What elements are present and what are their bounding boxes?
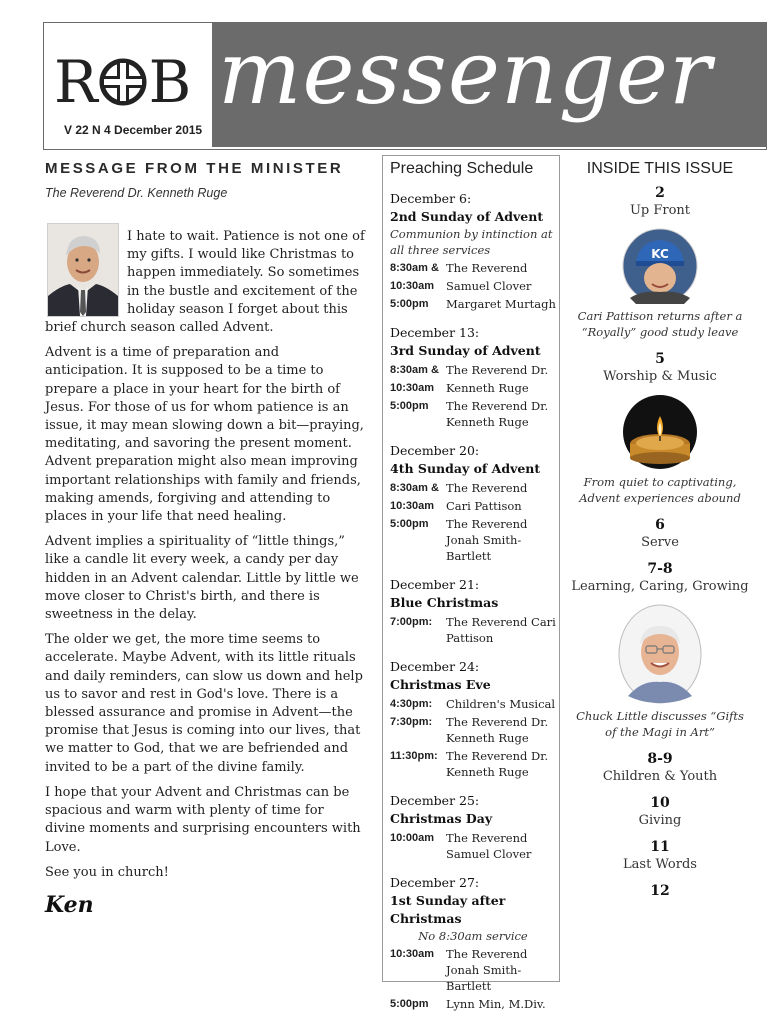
toc-page[interactable]: 6 bbox=[655, 517, 665, 533]
toc-page[interactable]: 2 bbox=[655, 185, 665, 201]
svg-text:KC: KC bbox=[651, 247, 669, 261]
schedule-date: December 21: bbox=[390, 577, 480, 592]
schedule-row bbox=[390, 398, 556, 430]
schedule-day bbox=[390, 576, 556, 646]
preacher-name: Margaret Murtagh bbox=[446, 297, 556, 311]
schedule-day bbox=[390, 792, 556, 862]
logo-letter-b: B bbox=[148, 48, 191, 116]
service-time: 7:00pm: bbox=[390, 616, 433, 628]
schedule-date: December 27: bbox=[390, 875, 480, 890]
preacher-name: The Reverend Cari Pattison bbox=[446, 615, 556, 645]
message-paragraph: Advent implies a spirituality of “little things,” like a candle lit every week, a candy per day hidden in an Advent calendar. Little by little we move closer to Christ's birth, and there is sweetness in the delay. bbox=[45, 534, 359, 623]
schedule-row bbox=[390, 296, 556, 312]
inside-title: INSIDE THIS ISSUE bbox=[586, 160, 734, 177]
chuck-little-photo bbox=[618, 604, 702, 704]
cari-pattison-photo bbox=[622, 228, 698, 304]
schedule-occasion: Blue Christmas bbox=[390, 595, 499, 610]
schedule-day bbox=[390, 442, 556, 564]
preacher-name: The Reverend bbox=[446, 481, 528, 495]
schedule-row bbox=[390, 996, 556, 1012]
preacher-name: The Reverend Jonah Smith-Bartlett bbox=[446, 517, 528, 563]
photo-caption: From quiet to captivating, Advent experiences abound bbox=[579, 475, 741, 505]
toc-page[interactable]: 7-8 bbox=[647, 561, 673, 577]
masthead bbox=[43, 22, 767, 150]
schedule-occasion: 2nd Sunday of Advent bbox=[390, 209, 544, 224]
preacher-name: The Reverend Dr. Kenneth Ruge bbox=[446, 715, 549, 745]
toc-topic[interactable]: Giving bbox=[638, 813, 682, 828]
advent-candle-photo bbox=[622, 394, 698, 470]
photo-caption: Cari Pattison returns after a “Royally” good study leave bbox=[577, 309, 743, 339]
schedule-row bbox=[390, 480, 556, 496]
preacher-name: The Reverend Dr. Kenneth Ruge bbox=[446, 749, 549, 779]
preaching-schedule bbox=[390, 190, 556, 1024]
schedule-day bbox=[390, 874, 556, 1012]
preacher-name: The Reverend Jonah Smith-Bartlett bbox=[446, 947, 528, 993]
service-time: 5:00pm bbox=[390, 298, 429, 310]
service-time: 10:30am bbox=[390, 948, 435, 960]
church-logo bbox=[44, 23, 212, 147]
preacher-name: The Reverend bbox=[446, 261, 528, 275]
byline: The Reverend Dr. Kenneth Ruge bbox=[45, 186, 228, 200]
logo-letter-r: R bbox=[54, 48, 97, 116]
newsletter-title: messenger bbox=[218, 21, 713, 124]
schedule-occasion: Christmas Day bbox=[390, 811, 493, 826]
issue-info: V 22 N 4 December 2015 bbox=[64, 123, 203, 137]
schedule-date: December 24: bbox=[390, 659, 480, 674]
section-heading: MESSAGE FROM THE MINISTER bbox=[45, 160, 344, 177]
service-time: 10:30am bbox=[390, 500, 435, 512]
preacher-name: Lynn Min, M.Div. bbox=[446, 997, 546, 1011]
service-time: 10:30am bbox=[390, 280, 435, 292]
service-time: 8:30am & bbox=[390, 364, 439, 376]
service-time: 8:30am & bbox=[390, 262, 439, 274]
toc-topic[interactable]: Last Words bbox=[623, 857, 697, 872]
service-time: 8:30am & bbox=[390, 482, 439, 494]
schedule-occasion: Christmas Eve bbox=[390, 677, 491, 692]
schedule-occasion: 1st Sunday after Christmas bbox=[390, 893, 506, 926]
schedule-day bbox=[390, 658, 556, 780]
schedule-note: No 8:30am service bbox=[418, 929, 528, 943]
schedule-row bbox=[390, 614, 556, 646]
preacher-name: The Reverend Dr. Kenneth Ruge bbox=[446, 399, 549, 429]
schedule-note: Communion by intinction at all three services bbox=[390, 227, 553, 257]
toc-topic[interactable]: Serve bbox=[641, 535, 679, 550]
schedule-row bbox=[390, 498, 556, 514]
schedule-date: December 6: bbox=[390, 191, 472, 206]
toc-topic[interactable]: Children & Youth bbox=[602, 769, 718, 784]
toc-page[interactable]: 12 bbox=[650, 883, 670, 899]
minister-portrait bbox=[47, 223, 119, 317]
preacher-name: Samuel Clover bbox=[446, 279, 532, 293]
schedule-row bbox=[390, 362, 556, 378]
schedule-title: Preaching Schedule bbox=[390, 160, 534, 177]
toc-page[interactable]: 10 bbox=[650, 795, 670, 811]
schedule-day bbox=[390, 190, 556, 312]
schedule-date: December 20: bbox=[390, 443, 480, 458]
schedule-date: December 25: bbox=[390, 793, 480, 808]
title-band bbox=[212, 23, 766, 147]
celtic-cross-icon bbox=[98, 57, 148, 107]
message-paragraph: I hate to wait. Patience is not one of my gifts. I would like Christmas to happen immediately. So sometimes in the bustle and excitement of the holiday season I forget about this brief church season called Advent. bbox=[45, 229, 365, 336]
schedule-row bbox=[390, 748, 556, 780]
preacher-name: Children's Musical bbox=[446, 697, 556, 711]
service-time: 10:30am bbox=[390, 382, 435, 394]
toc-topic[interactable]: Up Front bbox=[629, 203, 691, 218]
schedule-occasion: 4th Sunday of Advent bbox=[390, 461, 541, 476]
preacher-name: The Reverend Samuel Clover bbox=[446, 831, 532, 861]
toc-page[interactable]: 5 bbox=[655, 351, 665, 367]
toc-topic[interactable]: Learning, Caring, Growing bbox=[571, 579, 749, 594]
schedule-date: December 13: bbox=[390, 325, 480, 340]
message-paragraph: I hope that your Advent and Christmas can be spacious and warm with plenty of time for divine moments and surprising encounters with Love. bbox=[45, 784, 361, 855]
preacher-name: Cari Pattison bbox=[446, 499, 522, 513]
service-time: 5:00pm bbox=[390, 518, 429, 530]
signature: Ken bbox=[45, 891, 94, 918]
message-paragraph: See you in church! bbox=[45, 864, 169, 880]
schedule-row bbox=[390, 380, 556, 396]
schedule-row bbox=[390, 260, 556, 276]
schedule-occasion: 3rd Sunday of Advent bbox=[390, 343, 541, 358]
schedule-row bbox=[390, 714, 556, 746]
minister-message bbox=[45, 160, 365, 918]
schedule-row bbox=[390, 516, 556, 564]
inside-this-issue bbox=[570, 160, 750, 900]
service-time: 5:00pm bbox=[390, 998, 429, 1010]
message-paragraph: Advent is a time of preparation and anticipation. It is supposed to be a time to prepare a place in your heart for the birth of Jesus. For those of us for whom patience is an issue, it may mean slowing down a bit—praying, meditating, and savoring the present moment. Advent preparation might also mean improving important relationships with family and friends, making amends, forgiving and attending to places in your life that need healing. bbox=[45, 345, 364, 525]
service-time: 10:00am bbox=[390, 832, 435, 844]
service-time: 4:30pm: bbox=[390, 698, 433, 710]
message-paragraph: The older we get, the more time seems to accelerate. Maybe Advent, with its little rituals and daily reminders, can slow us down and help us to savor and rest in God's love. There is a blessed assurance and promise in Advent—the promise that Jesus is coming into our lives, that we matter to God, that we are befriended and invited to be a part of the divine family. bbox=[45, 632, 363, 775]
preacher-name: Kenneth Ruge bbox=[446, 381, 529, 395]
photo-caption: Chuck Little discusses “Gifts of the Magi in Art” bbox=[576, 709, 744, 739]
toc-topic[interactable]: Worship & Music bbox=[603, 369, 717, 384]
toc-page[interactable]: 11 bbox=[650, 839, 670, 855]
service-time: 11:30pm: bbox=[390, 750, 438, 762]
schedule-row bbox=[390, 696, 556, 712]
schedule-row bbox=[390, 278, 556, 294]
service-time: 7:30pm: bbox=[390, 716, 433, 728]
schedule-day bbox=[390, 324, 556, 430]
toc-page[interactable]: 8-9 bbox=[647, 751, 673, 767]
service-time: 5:00pm bbox=[390, 400, 429, 412]
preacher-name: The Reverend Dr. bbox=[446, 363, 549, 377]
schedule-row bbox=[390, 946, 556, 994]
schedule-row bbox=[390, 830, 556, 862]
